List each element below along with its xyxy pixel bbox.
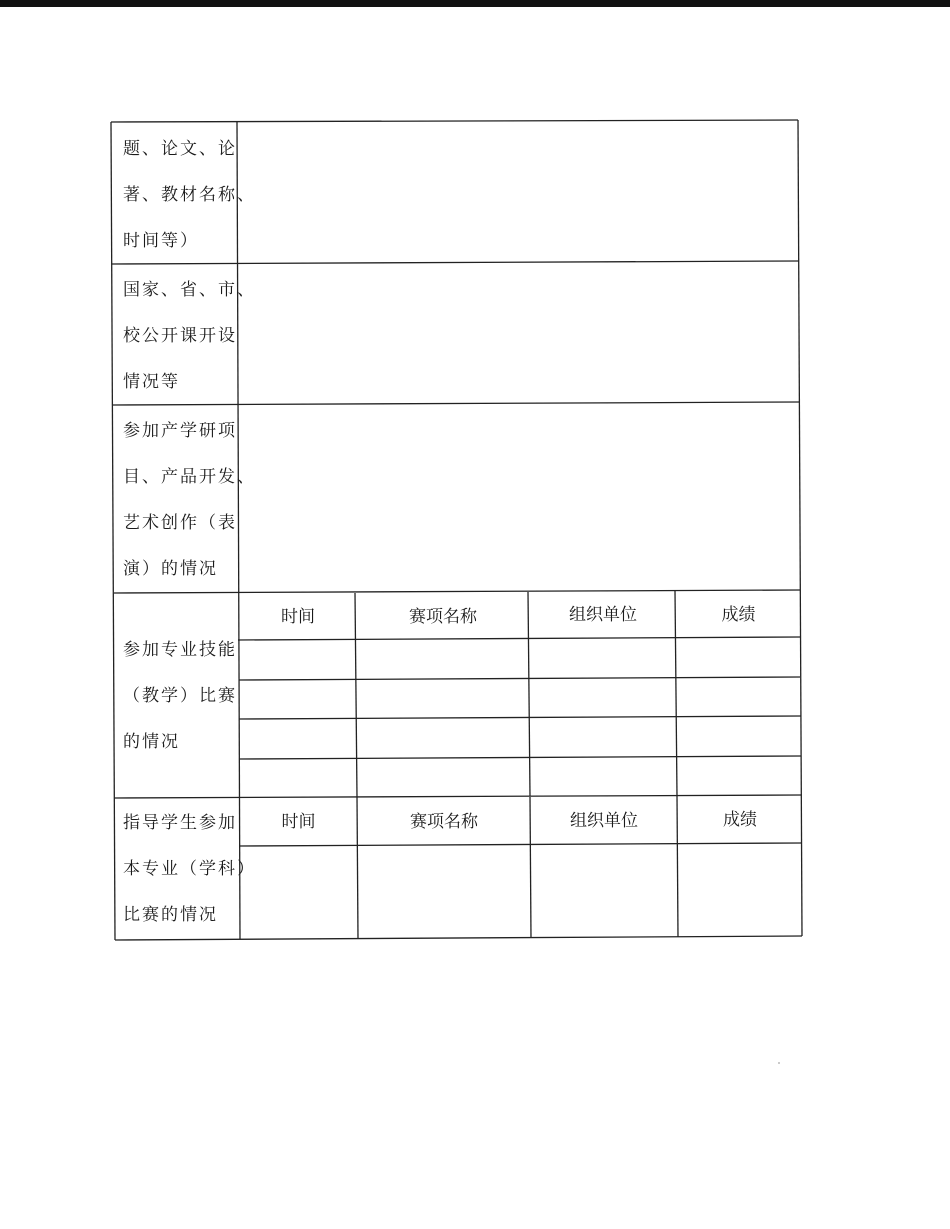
- row-label-industry-projects: 参加产学研项 目、产品开发、 艺术创作（表 演）的情况: [123, 421, 256, 579]
- skill-row-3-time[interactable]: [240, 719, 356, 757]
- student-row-1-organizer[interactable]: [531, 845, 677, 936]
- skill-row-3-event[interactable]: [357, 719, 529, 757]
- research-publications-field[interactable]: [240, 123, 797, 262]
- skill-row-3-result[interactable]: [677, 717, 800, 755]
- row-label-skill-competition: 参加专业技能 （教学）比赛 的情况: [123, 640, 237, 752]
- skill-header-organizer: 组织单位: [569, 605, 637, 625]
- skill-row-1-event[interactable]: [357, 640, 529, 678]
- student-header-result: 成绩: [723, 810, 757, 830]
- skill-header-time: 时间: [281, 607, 315, 627]
- skill-row-4-time[interactable]: [240, 759, 356, 796]
- student-row-1-event[interactable]: [358, 846, 530, 937]
- open-courses-field[interactable]: [240, 264, 798, 402]
- skill-row-4-result[interactable]: [677, 757, 800, 794]
- skill-header-result: 成绩: [721, 605, 756, 625]
- skill-row-2-result[interactable]: [677, 678, 800, 716]
- skill-row-2-event[interactable]: [357, 679, 529, 717]
- scan-speck: [778, 1062, 780, 1064]
- skill-row-4-organizer[interactable]: [530, 758, 676, 795]
- industry-projects-field[interactable]: [240, 405, 799, 590]
- skill-row-2-organizer[interactable]: [530, 679, 676, 717]
- row-label-open-courses: 国家、省、市、 校公开课开设 情况等: [123, 280, 256, 392]
- skill-row-2-time[interactable]: [240, 680, 356, 718]
- skill-row-1-time[interactable]: [240, 640, 356, 678]
- skill-row-3-organizer[interactable]: [530, 718, 676, 756]
- skill-row-1-organizer[interactable]: [530, 639, 676, 677]
- student-header-event-name: 赛项名称: [410, 812, 478, 832]
- skill-row-1-result[interactable]: [677, 638, 800, 676]
- student-row-1-time[interactable]: [240, 847, 357, 938]
- student-header-organizer: 组织单位: [570, 811, 638, 831]
- skill-row-4-event[interactable]: [357, 758, 529, 795]
- row-label-research-publications: 题、论文、论 著、教材名称、 时间等）: [123, 139, 256, 251]
- student-header-time: 时间: [281, 812, 316, 832]
- row-label-student-competition: 指导学生参加 本专业（学科） 比赛的情况: [123, 813, 256, 925]
- skill-header-event-name: 赛项名称: [409, 607, 477, 627]
- student-row-1-result[interactable]: [678, 844, 801, 935]
